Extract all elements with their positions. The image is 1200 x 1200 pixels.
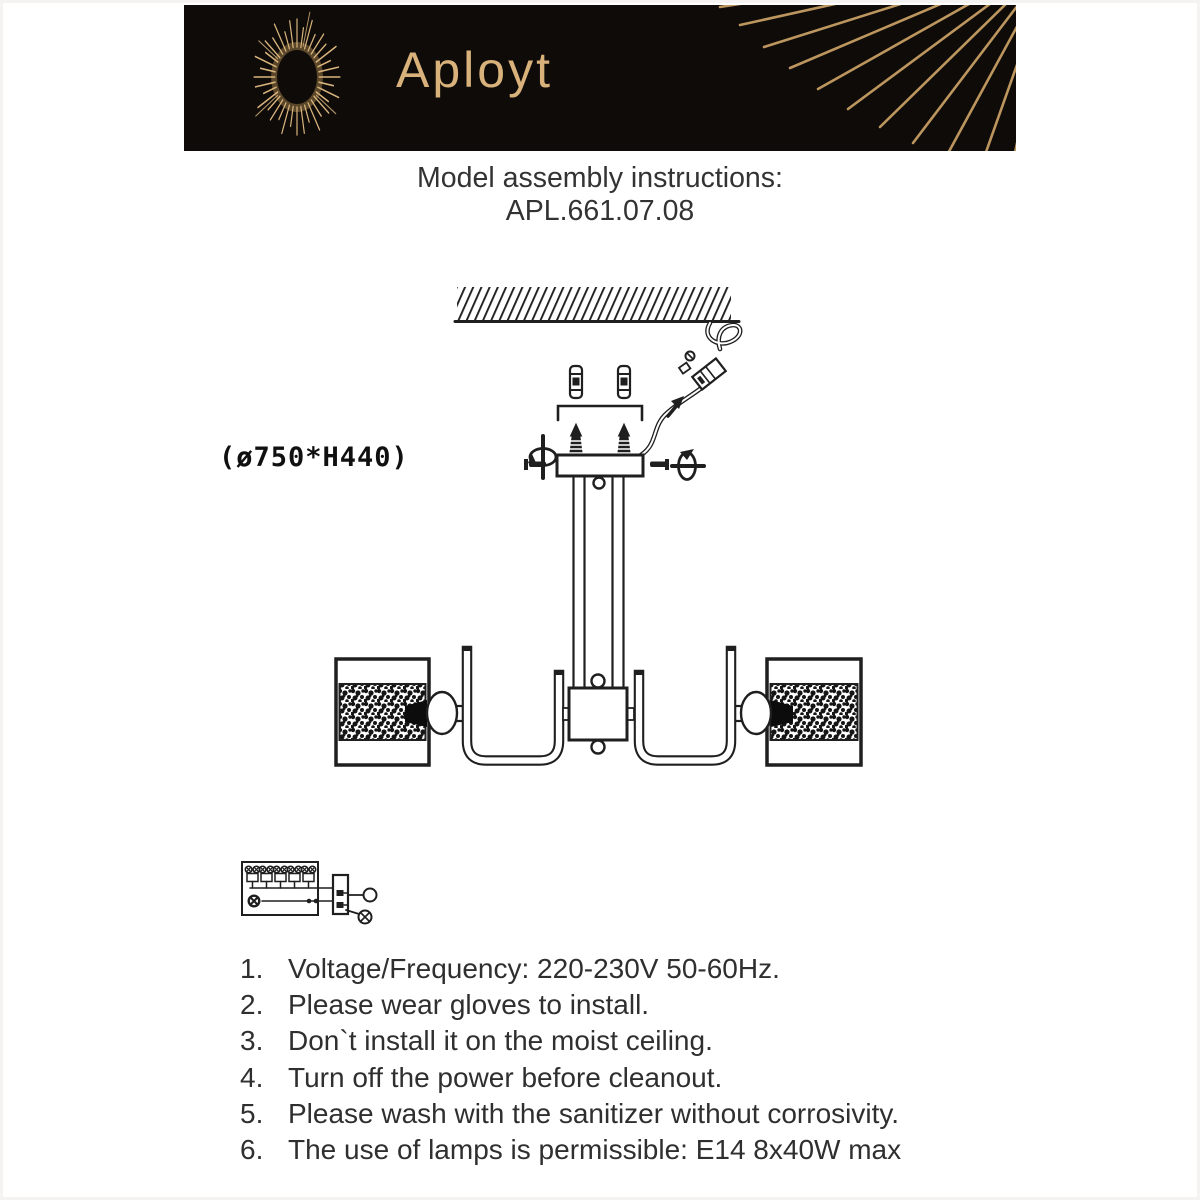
instruction-number: 2. — [240, 989, 264, 1021]
instruction-item — [240, 1023, 1020, 1059]
terminal-connector — [692, 358, 725, 389]
instruction-item — [240, 1096, 1020, 1132]
insert-arrow-icon — [668, 396, 684, 416]
instruction-item — [240, 987, 1020, 1023]
page-title — [0, 162, 1200, 228]
lamp-shade-right — [767, 659, 861, 765]
instruction-text: The use of lamps is permissible: E14 8x40W max — [288, 1134, 902, 1166]
lamp-shade-left — [336, 659, 429, 765]
instruction-item — [240, 1132, 1020, 1168]
title-line-1: Model assembly instructions: — [417, 162, 783, 194]
assembly-diagram — [220, 268, 920, 940]
dimensions-label: (ø750*H440) — [219, 442, 409, 473]
instruction-number: 6. — [240, 1134, 264, 1166]
lamp-socket-left — [427, 692, 463, 734]
sunburst-logo-icon — [254, 12, 340, 135]
chandelier-arm-left — [467, 651, 559, 761]
instruction-text: Please wear gloves to install. — [288, 989, 650, 1021]
wiring-schematic — [242, 862, 377, 924]
instruction-number: 4. — [240, 1061, 264, 1093]
banner-decoration — [184, 5, 1016, 151]
instruction-text: Turn off the power before cleanout. — [288, 1061, 723, 1093]
down-rod — [574, 476, 624, 689]
power-wire — [636, 323, 740, 458]
mounting-bracket — [558, 406, 642, 420]
instruction-item — [240, 951, 1020, 987]
ceiling-canopy — [557, 455, 643, 489]
brand-name: Aployt — [396, 42, 553, 98]
ceiling-hatch — [455, 287, 739, 322]
chandelier-arm-right — [639, 651, 731, 761]
rotate-arrow-icon — [672, 449, 704, 480]
instruction-number: 3. — [240, 1025, 264, 1057]
corner-rays-decoration — [720, 5, 1016, 151]
instruction-number: 5. — [240, 1097, 264, 1129]
instruction-text: Please wash with the sanitizer without corrosivity. — [288, 1097, 900, 1129]
instruction-list — [240, 951, 1020, 1168]
instruction-item — [240, 1060, 1020, 1096]
instruction-number: 1. — [240, 953, 264, 984]
model-number: APL.661.07.08 — [505, 195, 695, 227]
wall-plug-anchors — [570, 366, 630, 398]
instruction-text: Don`t install it on the moist ceiling. — [288, 1025, 713, 1057]
terminal-block — [333, 875, 348, 914]
lamp-socket-right — [735, 692, 771, 734]
rotate-arrow-icon — [528, 436, 556, 478]
brand-banner — [184, 5, 1016, 151]
instruction-text: Voltage/Frequency: 220-230V 50-60Hz. — [288, 953, 780, 984]
